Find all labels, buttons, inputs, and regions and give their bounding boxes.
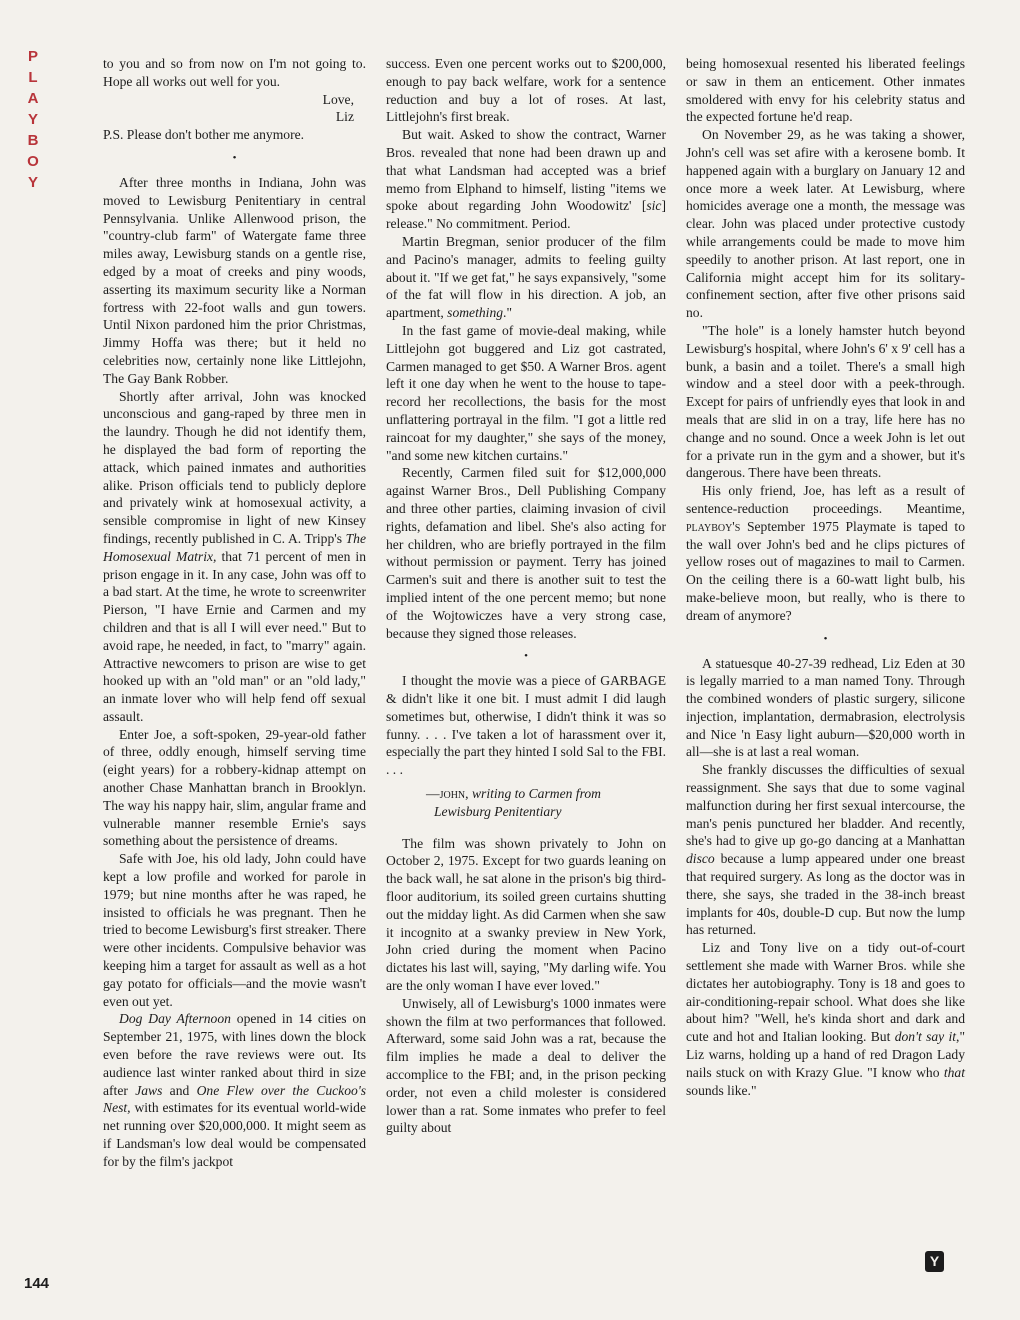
film-title: Dog Day Afternoon bbox=[119, 1011, 231, 1027]
paragraph: His only friend, Joe, has left as a result of sentence-reduction proceedings. Meantime, playboy's September 1975 Playmate is taped to the wall over John's bed and he clips pictures of yellow roses out of magazines to mail to Carmen. On the ceiling there is a 60-watt light bulb, his make-believe moon, but really, who is there to dream of anymore? bbox=[686, 483, 965, 623]
paragraph: On November 29, as he was taking a shower, John's cell was set afire with a kerosene bomb. It happened again with a burglary on January 12 and once more a week later. At Lewisburg, where homicides average one a month, the message was clear. John was placed under protective custody while arrangements could be made to move him speedily to another prison. At last report, one in California might accept him for its solitary-confinement section, after five other prisons said no. bbox=[686, 127, 965, 321]
paragraph: In the fast game of movie-deal making, while Littlejohn got buggered and Liz got castrated, Carmen managed to get $50. A Warner Bros. agent left it one day when he went to the house to tape-record her recollections, the basis for the most unflattering portrayal in the film. "I got a little red raincoat for my daughter," she says of the money, "and some new kitchen curtains." bbox=[386, 322, 666, 463]
film-title: One Flew over the Cuckoo's Nest, bbox=[103, 1082, 367, 1116]
magazine-sidebar-title bbox=[22, 46, 44, 193]
paragraph: Dog Day Afternoon opened in 14 cities on September 21, 1975, with lines down the block even before the rave reviews were out. Its audience last winter ranked about third in size after Jaws and One Flew over the Cuckoo's Nest, with estimates for its eventual world-wide net running over $20,000,000. It might seem as if Landsman's low deal would be compensated for by the film's jackpot bbox=[103, 1011, 367, 1169]
sidebar-letter: Y bbox=[27, 174, 38, 191]
section-break: • bbox=[232, 151, 237, 164]
paragraph: Safe with Joe, his old lady, John could have kept a low profile and worked for parole in 1979; but nine months after he was raped, he insisted to officials he was pregnant. Then he tried to become Lewisburg's first streaker. There were other incidents. Compulsive behavior was keeping him a target for assault as well as a hot gay potato for officials—and the movie wasn't even out yet. bbox=[103, 851, 366, 1009]
paragraph: The film was shown privately to John on October 2, 1975. Except for two guards leaning on the back wall, he sat alone in the prison's big third-floor auditorium, its soiled green curtains shutting out the midday light. As did Carmen when she saw it incognito at a swanky preview in New York, John cried during the moment when Pacino dictates his last will, saying, "My darling wife. You are the only woman I have ever loved." bbox=[386, 835, 666, 994]
book-title: The Homosexual Matrix, bbox=[103, 530, 366, 564]
paragraph: Liz and Tony live on a tidy out-of-court settlement she made with Warner Bros. while she dictates her autobiography. Tony is 18 and goes to air-conditioning-repair school. What does she like about him? "Well, he's kinda short and dark and cute and hot and Italian looking. But don't say it," Liz warns, holding up a hand of red Dragon Lady nails stuck on with Krazy Glue. "I know who that sounds like." bbox=[686, 940, 965, 1098]
paragraph: After three months in Indiana, John was moved to Lewisburg Penitentiary in central Pennsylvania. Unlike Allenwood prison, the "country-club farm" of Watergate fame three miles away, Lewisburg stands on a gentle rise, edged by a moat of creeks and piny woods, asserting its maximum security like a Norman fortress with 22-foot walls and gun towers. Until Nixon pardoned him the prior Christmas, Jimmy Hoffa was there; but it held no celebrities now, certainly none like Littlejohn, The Gay Bank Robber. bbox=[103, 174, 366, 386]
paragraph: being homosexual resented his liberated feelings or saw in them an enticement. Other inmates smoldered with envy for his celebrity status and the expected fortune he'd reap. bbox=[686, 56, 965, 125]
sidebar-letter: B bbox=[27, 132, 39, 149]
paragraph: Martin Bregman, senior producer of the film and Pacino's manager, admits to feeling guilty about it. "If we get fat," he says expansively, "some of the fat will flow in his direction. A job, an apartment, something." bbox=[386, 233, 667, 321]
sidebar-letter: Y bbox=[27, 111, 38, 128]
sidebar-letter: P bbox=[27, 48, 38, 65]
section-break: • bbox=[823, 632, 828, 645]
section-break: • bbox=[524, 650, 528, 663]
paragraph: Shortly after arrival, John was knocked unconscious and gang-raped by three men in the laundry. Though he did not identify them, he displayed the bad form of reporting the attack, which pained inmates and authorities alike. Prison officials tend to publicly deplore and privately wink at homosexual activity, a sensible compromise in light of new Kinsey findings, recently published in C. A. Tripp's The Homosexual Matrix, that 71 percent of men in prison engage in it. In any case, John was off to a bad start. At the time, he wrote to screenwriter Pierson, "I have Ernie and Carmen and my children and that is all I will ever need." But to avoid rape, he needed, in fact, to "marry" again. Attractive newcomers to prison are wise to get hooked up with an "old man" or an "old lady," an inmate lover who will help fend off sexual assault. bbox=[103, 388, 366, 724]
sidebar-letter: O bbox=[27, 153, 39, 170]
paragraph: Recently, Carmen filed suit for $12,000,000 against Warner Bros., Dell Publishing Company and three other parties, claiming invasion of civil rights, defamation and libel. She's also acting for her children, who are briefly portrayed in the film without permission or payment. Terry has joined Carmen's suit and there is another suit to test the implied intent of the one percent memo; but none of the Wojtowiczes have a very strong case, because they signed those releases. bbox=[386, 465, 666, 641]
paragraph: A statuesque 40-27-39 redhead, Liz Eden at 30 is legally married to a man named Tony. Through the combined wonders of plastic surgery, silicone injection, implantation, dermabrasion, electrolysis and Nice 'n Easy light auburn—$20,000 worth in all—she is at last a real woman. bbox=[686, 655, 965, 760]
end-mark-icon: Y bbox=[925, 1251, 944, 1272]
letter-postscript: P.S. Please don't bother me anymore. bbox=[103, 127, 305, 143]
letter-closing: Love, bbox=[322, 91, 354, 107]
letter-quote: I thought the movie was a piece of GARBAGE & didn't like it one bit. I must admit I did laugh sometimes but, otherwise, I didn't think it was so funny. . . . I've taken a lot of harassment over it, especially the part they hinted I sold Sal to the FBI. . . . bbox=[386, 673, 666, 778]
paragraph: Enter Joe, a soft-spoken, 29-year-old father of three, oddly enough, himself serving time (eight years) for a robbery-kidnap attempt on another Chase Manhattan branch in Brooklyn. The way his nappy hair, slim, angular frame and vulnerable manner resemble Ernie's says something about the persistence of dreams. bbox=[103, 726, 366, 849]
page-number: 144 bbox=[24, 1275, 50, 1292]
column-1 bbox=[103, 55, 366, 1171]
column-3 bbox=[686, 55, 965, 1099]
letter-signature: Liz bbox=[335, 109, 354, 125]
paragraph: But wait. Asked to show the contract, Warner Bros. revealed that none had been drawn up and that what Landsman had accepted was a brief memo from Elphand to himself, listing "items we spoke about regarding John Woodowitz' [sic] release." No commitment. Period. bbox=[386, 127, 666, 232]
paragraph: "The hole" is a lonely hamster hutch beyond Lewisburg's hospital, where John's 6' x 9' cell has a bunk, a basin and a toilet. There's a small high window and a steel door with a peek-through. Except for pairs of unfriendly eyes that look in and meals that are slid in on a tray, life here has no change and no sound. Once a week John is let out for a private run in the gym and a shower, but it's dangerous. There have been threats. bbox=[686, 322, 965, 481]
film-title: Jaws bbox=[135, 1082, 163, 1098]
letter-ending: to you and so from now on I'm not going to. Hope all works out well for you. bbox=[103, 56, 366, 89]
paragraph: She frankly discusses the difficulties of sexual reassignment. She says that due to some vaginal malfunction during her first sexual intercourse, the man's penis punctured her bladder. And recently, she's had to give up go-go dancing at a Manhattan disco because a lump appeared under one breast that required surgery. As long as the doctor was in there, she says, she traded in the 38-inch breast implants for 40s, double-D cup. But now the lump has returned. bbox=[686, 762, 965, 938]
sidebar-letter: A bbox=[27, 90, 39, 107]
quote-attribution: —john, writing to Carmen from Lewisburg Penitentiary bbox=[426, 786, 601, 819]
sidebar-letter: L bbox=[28, 69, 38, 86]
paragraph: success. Even one percent works out to $200,000, enough to pay back welfare, work for a sentence reduction and buy a lot of roses. At last, Littlejohn's first break. bbox=[386, 56, 666, 125]
paragraph: Unwisely, all of Lewisburg's 1000 inmates were shown the film at two performances that followed. Afterward, some said John was a rat, because the film implies he made a deal to deliver the accomplice to the FBI; and, in the prison pecking order, not even a child molester is considered lower than a rat. Some inmates who prefer to feel guilty about bbox=[386, 995, 666, 1136]
column-2 bbox=[386, 55, 666, 1137]
